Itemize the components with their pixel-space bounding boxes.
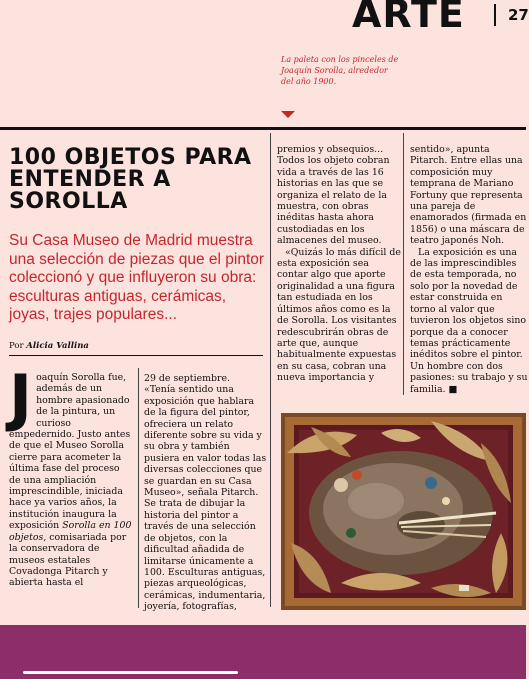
paragraph [9,361,133,589]
article-column-3 [277,144,401,384]
column-divider [138,368,139,608]
byline-prefix: Por [9,341,24,351]
column-divider [403,133,404,395]
paragraph: sentido», apunta Pitarch. Entre ellas una composición muy temprana de Mariano Fortuny que representa una pareja de enamorados (firmada en 1856) o una máscara de teatro japonés Noh. [410,144,527,247]
paragraph: La exposición es una de las imprescindibles de esta temporada, no solo por la novedad de estar construida en torno al valor que tuvieron los objetos sino porque da a conocer temas prácticamente inéditos sobre el pintor. Un hombre con dos pasiones: su trabajo y su familia. ■ [410,246,528,395]
page-number: 27 [508,6,529,24]
masthead-separator [494,4,496,26]
exhibition-title: Sorolla en 100 objetos [9,520,132,543]
paragraph: premios y obsequios... Todos los objeto cobran vida a través de las 16 historias en las que se organiza el relato de la muestra, con obras inéditas hasta ahora custodiadas en los almacenes del museo. [277,144,390,247]
photo-caption: La paleta con los pinceles de Joaquín Sorolla, alrededor del año 1900. [281,55,399,86]
article-column-4 [410,144,528,395]
byline-rule [9,355,263,356]
article-column-2 [144,373,268,613]
byline-author: Alicia Vallina [26,341,89,351]
paragraph-text: oaquín Sorolla fue, además de un hombre apasionado de la pintura, un curioso empedernido. Justo antes de que el Museo Sorolla cierre para acometer la última fase del proceso de una ampliación imprescindible, iniciada hace ya varios años, la institución inaugura la exposición [9,372,131,532]
column-divider [270,133,271,607]
article-headline: 100 OBJETOS PARA ENTENDER A SOROLLA [9,145,252,214]
home-indicator[interactable] [23,671,238,674]
article-subhead: Su Casa Museo de Madrid muestra una selección de piezas que el pintor coleccionó y que influyeron su obra: esculturas antiguas, cerámicas, joyas, trajes populares... [9,232,265,323]
dropcap: J [9,361,33,434]
article-column-1 [9,361,133,589]
palette-photo [281,413,526,610]
paragraph: «Quizás lo más difícil de esta exposición sea contar algo que aporte originalidad a una figura tan estudiada en los últimos años como es la de Sorolla. Los visitantes redescubrirán obras de arte que, aunque habitualmente expuestas en su casa, cobran una nueva importancia y [277,246,401,384]
byline [9,341,89,351]
paragraph: 29 de septiembre. [144,373,231,384]
paragraph-text: , comisariada por la conservadora de museos estatales Covadonga Pitarch y abierta hasta el [9,531,127,589]
section-title: ARTE [352,0,465,36]
caption-arrow-icon [281,111,295,118]
top-rule [0,127,526,130]
paragraph: «Tenía sentido una exposición que hablara de la figura del pintor, ofreciera un relato diferente sobre su vida y su obra y también pusiera en valor todas las diversas colecciones que se guardan en su Casa Museo», señala Pitarch. Se trata de dibujar la historia del pintor a través de una selección de objetos, con la dificultad añadida de limitarse únicamente a 100. Esculturas antiguas, piezas arqueológicas, cerámicas, indumentaria, joyería, fotografías, [144,384,267,613]
